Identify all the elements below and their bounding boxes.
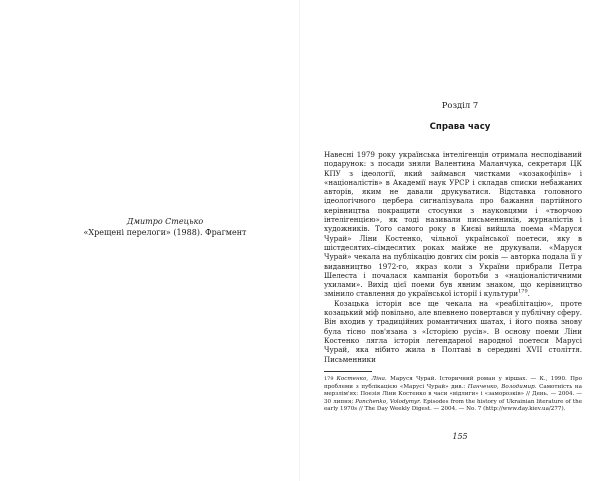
paragraph-text: Навесні 1979 року українська інтелігенція отримала несподіваний подарунок: з посади зняли Валентина Маланчука, секретаря ЦК КПУ з ідеології, який займався чистками «козакофілів» і «націоналістів» в Академії наук УРСР і складав списки небажаних авторів, яким не давали друкуватися. Відставка головного ідеологічного цербера сигналізувала про бажання партійного керівництва покращити стосунки з науковцями і «творчою інтелігенцією», як тоді називали письменників, журналістів і художників. Того самого року в Києві вийшла поема «Маруся Чурай» Ліни Костенко, чільної української поетеси, яку в шістдесятих–сімдесятих роках майже не друкували. «Маруся Чурай» чекала на публікацію довгих сім років — авторка подала її у видавництво 1972-го, якраз коли з України прибрали Петра Шелеста і почалася кампанія боротьби з «націоналістичними ухилами». Вихід цієї поеми був явним знаком, що керівництво змінило ставлення до української історії і культури <box>324 150 582 299</box>
right-page <box>300 0 600 481</box>
footnote-text: Самотність на мерзлім'ях: Поезія Ліни Костенко в часи «відлиги» і «заморозків» // День. — 2004. — 30 липня; <box>324 383 582 405</box>
footnote <box>324 376 582 414</box>
footnote-number: 179 <box>324 376 334 382</box>
body-text <box>324 150 582 364</box>
epigraph-author: Дмитро Стецько <box>126 217 204 226</box>
paragraph: Навесні 1979 року українська інтелігенція отримала несподіваний подарунок: з посади зняли Валентина Маланчука, секретаря ЦК КПУ з ідеології, який займався чистками «козакофілів» і «націоналістів» в Академії наук УРСР і складав списки небажаних авторів, яким не давали друкуватися. Відставка головного ідеологічного цербера сигналізувала про бажання партійного керівництва покращити стосунки з науковцями і «творчою інтелігенцією», як тоді називали письменників, журналістів і художників. Того самого року в Києві вийшла поема «Маруся Чурай» Ліни Костенко, чільної української поетеси, яку в шістдесятих–сімдесятих роках майже не друкували. «Маруся Чурай» чекала на публікацію довгих сім років — авторка подала її у видавництво 1972-го, якраз коли з України прибрали Петра Шелеста і почалася кампанія боротьби з «націоналістичними ухилами». Вихід цієї поеми був явним знаком, що керівництво змінило ставлення до української історії і культури$^{179}$. <box>324 150 582 299</box>
footnote-reference: 179 <box>518 289 528 296</box>
section-label: Розділ 7 <box>441 100 479 110</box>
page-number: 155 <box>452 432 468 441</box>
footnote-author: Костенко, Ліна. <box>336 376 387 382</box>
epigraph <box>40 216 290 238</box>
footnote-text: Маруся Чурай. Історичний роман у віршах. — К., 1990. Про проблеми з публікацією «Марусі Чурай» див.: <box>324 376 582 390</box>
chapter-title: Справа часу <box>429 122 491 132</box>
epigraph-source: «Хрещені перелоги» (1988). Фрагмент <box>83 228 247 237</box>
footnote-rule <box>324 371 372 372</box>
paragraph: Козацька історія все ще чекала на «реабілітацію», проте козацький міф повільно, але впевнено повертався у публічну сферу. Він входив у традиційних романтичних шатах, і його поява знову була тісно пов'язана з «Історією русів». В основу поеми Ліни Костенко лягла історія легендарної народної поетеси Марусі Чурай, яка нібито жила в Полтаві в середині XVII століття. Письменники <box>324 298 582 364</box>
footnote-text: Episodes from the history of Ukrainian literature of the early 1970s // The Day Weekly Digest. — 2004. — No. 7 (http://www.day.kiev.ua/277). <box>324 398 583 413</box>
footnote-author: Panchenko, Volodymyr. <box>355 398 422 405</box>
footnote-author: Панченко, Володимир. <box>467 383 537 390</box>
